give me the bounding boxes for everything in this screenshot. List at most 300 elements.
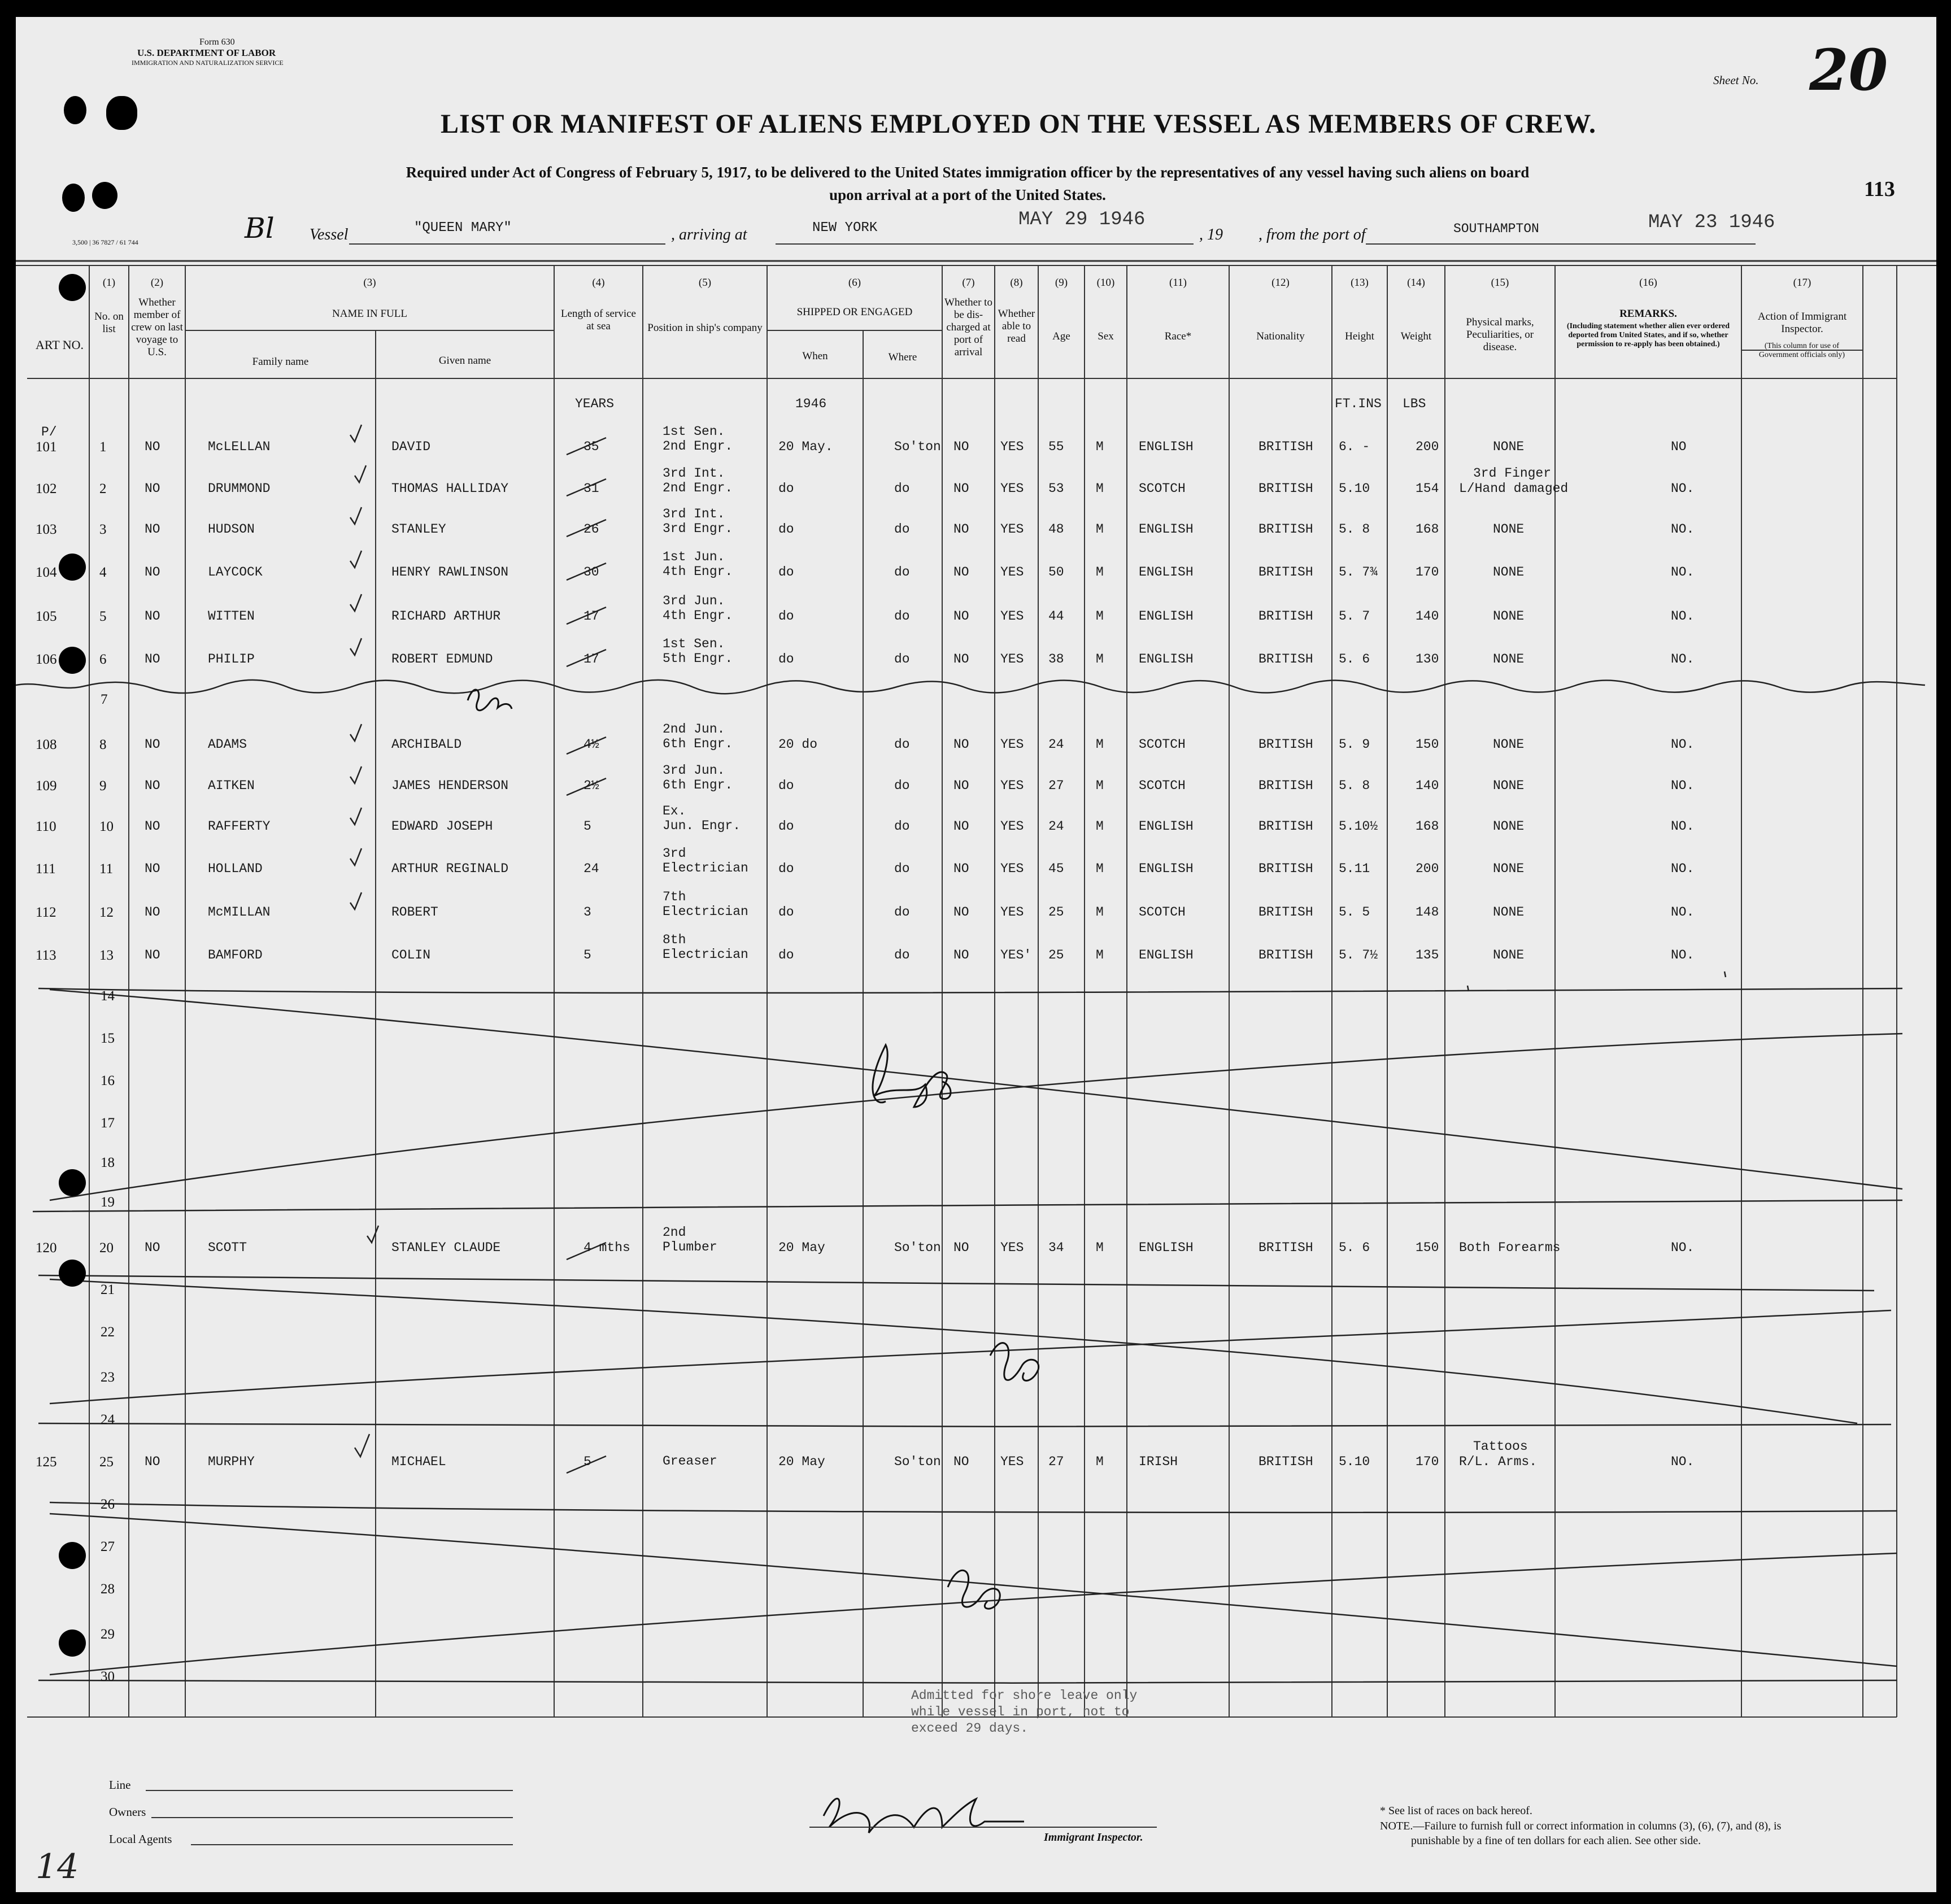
punch-hole — [59, 1629, 86, 1657]
cell-sex: M — [1096, 522, 1104, 537]
cell-read: YES — [1000, 905, 1024, 920]
cell-race: SCOTCH — [1139, 481, 1186, 496]
side-number: 113 — [1864, 177, 1895, 201]
cell-where: do — [894, 778, 910, 793]
cell-height: 5. 6 — [1339, 652, 1370, 666]
ink-smudge — [62, 184, 85, 212]
header-remarks-note: (Including statement whether alien ever ordered deported from United States, and if so, whether permission to re-apply has been obtained.) — [1566, 322, 1730, 348]
cell-no: 5 — [99, 609, 107, 624]
col-num: (9) — [1055, 277, 1068, 289]
cell-physical-2: NONE — [1493, 522, 1525, 537]
cell-family: RAFFERTY — [208, 819, 271, 834]
cell-physical-2: NONE — [1493, 948, 1525, 962]
cell-sex: M — [1096, 948, 1104, 962]
cell-age: 45 — [1048, 861, 1064, 876]
cell-service: 5 — [583, 1454, 591, 1469]
cell-sex: M — [1096, 439, 1104, 454]
cell-race: ENGLISH — [1139, 1240, 1194, 1255]
cell-position: Plumber — [663, 1240, 717, 1254]
punch-hole — [59, 1169, 86, 1196]
cell-position: 1st Sen. — [663, 637, 725, 651]
cell-read: YES — [1000, 1454, 1024, 1469]
cell-race: ENGLISH — [1139, 948, 1194, 962]
cell-remarks: NO. — [1671, 861, 1695, 876]
cell-weight: 170 — [1416, 1454, 1439, 1469]
cell-remarks: NO. — [1671, 819, 1695, 834]
cell-service: 17 — [583, 609, 599, 624]
cell-given: ARCHIBALD — [391, 737, 462, 752]
cell-family: LAYCOCK — [208, 565, 263, 580]
punch-hole — [59, 1260, 86, 1287]
header-remarks: REMARKS. — [1619, 308, 1677, 320]
cell-no: 8 — [99, 737, 107, 752]
blank-line-number: 29 — [101, 1627, 115, 1642]
cell-prev: NO — [145, 948, 160, 962]
cell-disch: NO — [953, 522, 969, 537]
cell-position: 3rd Jun. — [663, 594, 725, 608]
cell-physical-2: NONE — [1493, 905, 1525, 920]
cell-family: WITTEN — [208, 609, 255, 624]
cell-position: 5th Engr. — [663, 651, 733, 666]
unit-years: YEARS — [575, 397, 615, 411]
cell-age: 50 — [1048, 565, 1064, 580]
cell-height: 5.10 — [1339, 1454, 1370, 1469]
art-prefix: P/ — [41, 425, 57, 439]
cell-race: IRISH — [1139, 1454, 1178, 1469]
punch-hole — [59, 554, 86, 581]
cell-weight: 150 — [1416, 1240, 1439, 1255]
cell-age: 25 — [1048, 948, 1064, 962]
cell-read: YES — [1000, 439, 1024, 454]
cell-given: MICHAEL — [391, 1454, 446, 1469]
cell-position: 3rd Engr. — [663, 521, 733, 536]
cell-remarks: NO. — [1671, 948, 1695, 962]
cell-where: do — [894, 737, 910, 752]
cell-position: 4th Engr. — [663, 564, 733, 579]
blank-line-number: 26 — [101, 1497, 115, 1512]
col-num: (11) — [1169, 277, 1187, 289]
cell-weight: 135 — [1416, 948, 1439, 962]
header-able-to-read: Whether able to read — [998, 308, 1035, 345]
cell-no: 1 — [99, 439, 107, 455]
cell-no: 4 — [99, 565, 107, 580]
cell-given: ROBERT EDMUND — [391, 652, 493, 666]
sheet-number: 20 — [1809, 37, 1888, 103]
cell-given: JAMES HENDERSON — [391, 778, 509, 793]
cell-when: 20 May — [778, 1454, 825, 1469]
cell-read: YES — [1000, 481, 1024, 496]
header-weight: Weight — [1400, 330, 1432, 342]
cell-age: 38 — [1048, 652, 1064, 666]
col-num: (1) — [102, 277, 116, 289]
cell-position: 2nd Engr. — [663, 439, 733, 454]
cell-when: do — [778, 565, 794, 580]
punch-hole — [59, 647, 86, 674]
cell-no: 3 — [99, 522, 107, 537]
cell-family: HUDSON — [208, 522, 255, 537]
cell-family: AITKEN — [208, 778, 255, 793]
col-num: (5) — [698, 277, 712, 289]
cell-disch: NO — [953, 778, 969, 793]
subtitle-line-2: upon arrival at a port of the United States. — [829, 186, 1106, 203]
cell-weight: 150 — [1416, 737, 1439, 752]
cell-physical-2: NONE — [1493, 861, 1525, 876]
cell-sex: M — [1096, 861, 1104, 876]
cell-physical-2: Both Forearms — [1459, 1240, 1561, 1255]
header-sex: Sex — [1098, 330, 1114, 342]
cell-art: 101 — [36, 439, 57, 455]
cell-height: 5. 7½ — [1339, 948, 1378, 962]
cell-height: 5. 7 — [1339, 609, 1370, 624]
col-num: (17) — [1793, 277, 1811, 289]
arrival-date-stamp: MAY 29 1946 — [1018, 209, 1146, 230]
manifest-sheet — [16, 17, 1936, 1892]
cell-when: 20 May — [778, 1240, 825, 1255]
cell-position: 3rd Jun. — [663, 763, 725, 778]
cell-weight: 154 — [1416, 481, 1439, 496]
cell-family: PHILIP — [208, 652, 255, 666]
cell-service: 2½ — [583, 778, 599, 793]
cell-sex: M — [1096, 652, 1104, 666]
punch-hole — [59, 1542, 86, 1569]
cell-nat: BRITISH — [1258, 481, 1313, 496]
cell-given: STANLEY CLAUDE — [391, 1240, 501, 1255]
cell-height: 5.10 — [1339, 481, 1370, 496]
cell-race: ENGLISH — [1139, 609, 1194, 624]
cell-position: 3rd Int. — [663, 466, 725, 481]
ink-smudge — [106, 96, 137, 130]
cell-weight: 140 — [1416, 778, 1439, 793]
corner-mark: 14 — [36, 1847, 79, 1886]
cell-when: do — [778, 481, 794, 496]
cell-physical-2: NONE — [1493, 737, 1525, 752]
cell-no: 2 — [99, 481, 107, 496]
cell-art: 110 — [36, 819, 56, 834]
cell-art: 108 — [36, 737, 57, 752]
cell-prev: NO — [145, 481, 160, 496]
cell-remarks: NO. — [1671, 481, 1695, 496]
header-length-service: Length of service at sea — [561, 308, 636, 332]
cell-read: YES — [1000, 565, 1024, 580]
header-art-no: ART NO. — [35, 338, 84, 352]
cell-service: 5 — [583, 948, 591, 962]
col-num: (7) — [962, 277, 975, 289]
cell-physical-1: Tattoos — [1473, 1439, 1528, 1454]
header-action-note: (This column for use of Government officials only) — [1758, 342, 1845, 359]
cell-position: 3rd Int. — [663, 507, 725, 521]
ink-smudge — [64, 96, 86, 124]
cell-art: 104 — [36, 565, 57, 580]
departure-date-stamp: MAY 23 1946 — [1648, 212, 1775, 233]
cell-disch: NO — [953, 861, 969, 876]
cell-race: ENGLISH — [1139, 439, 1194, 454]
col-num: (14) — [1407, 277, 1425, 289]
cell-position: Electrician — [663, 904, 748, 919]
cell-disch: NO — [953, 439, 969, 454]
header-name-in-full: NAME IN FULL — [332, 308, 407, 320]
cell-service: 31 — [583, 481, 599, 496]
cell-age: 24 — [1048, 737, 1064, 752]
cell-physical-2: NONE — [1493, 565, 1525, 580]
vessel-mark: Bl — [245, 212, 275, 245]
blank-line-number: 16 — [101, 1073, 115, 1088]
col-num: (12) — [1271, 277, 1290, 289]
cell-position: 8th — [663, 933, 686, 947]
header-nationality: Nationality — [1256, 330, 1305, 342]
cell-disch: NO — [953, 948, 969, 962]
cell-weight: 200 — [1416, 861, 1439, 876]
cell-where: do — [894, 522, 910, 537]
col-num: (16) — [1639, 277, 1657, 289]
blank-line-number: 14 — [101, 988, 115, 1004]
blank-line-number: 15 — [101, 1031, 115, 1046]
departure-port: SOUTHAMPTON — [1453, 221, 1539, 236]
cell-remarks: NO. — [1671, 778, 1695, 793]
cell-art: 103 — [36, 522, 57, 537]
form-number: Form 630 — [199, 37, 235, 47]
cell-nat: BRITISH — [1258, 439, 1313, 454]
cell-no: 12 — [99, 905, 114, 920]
blank-line-number: 7 — [101, 692, 108, 707]
col-num: (2) — [150, 277, 164, 289]
cell-weight: 200 — [1416, 439, 1439, 454]
print-code: 3,500 | 36 7827 / 61 744 — [72, 238, 138, 246]
cell-prev: NO — [145, 737, 160, 752]
cell-physical-2: NONE — [1493, 819, 1525, 834]
cell-prev: NO — [145, 522, 160, 537]
cell-family: McLELLAN — [208, 439, 271, 454]
cell-where: do — [894, 652, 910, 666]
cell-prev: NO — [145, 609, 160, 624]
cell-sex: M — [1096, 819, 1104, 834]
cell-age: 27 — [1048, 778, 1064, 793]
inspector-label: Immigrant Inspector. — [1044, 1831, 1143, 1844]
cell-disch: NO — [953, 565, 969, 580]
cell-service: 35 — [583, 439, 599, 454]
fine-note-line-2: punishable by a fine of ten dollars for each alien. See other side. — [1411, 1835, 1701, 1847]
cell-position: 6th Engr. — [663, 778, 733, 792]
cell-position: Electrician — [663, 861, 748, 875]
cell-no: 25 — [99, 1454, 114, 1470]
cell-art: 112 — [36, 905, 56, 920]
blank-line-number: 23 — [101, 1370, 115, 1385]
vessel-label: Vessel — [310, 226, 349, 243]
cell-position: Ex. — [663, 804, 686, 818]
cell-position: 1st Jun. — [663, 550, 725, 564]
cell-service: 17 — [583, 652, 599, 666]
cell-sex: M — [1096, 905, 1104, 920]
cell-race: SCOTCH — [1139, 737, 1186, 752]
cell-sex: M — [1096, 609, 1104, 624]
cell-art: 113 — [36, 948, 56, 963]
blank-line-number: 30 — [101, 1669, 115, 1684]
admitted-note — [911, 1688, 1137, 1737]
cell-prev: NO — [145, 565, 160, 580]
cell-sex: M — [1096, 1240, 1104, 1255]
cell-weight: 140 — [1416, 609, 1439, 624]
cell-weight: 168 — [1416, 819, 1439, 834]
cell-service: 26 — [583, 522, 599, 537]
header-no-on-list: No. on list — [94, 311, 124, 335]
unit-weight: LBS — [1403, 397, 1426, 411]
cell-where: do — [894, 905, 910, 920]
cell-prev: NO — [145, 1454, 160, 1469]
cell-given: RICHARD ARTHUR — [391, 609, 501, 624]
cell-disch: NO — [953, 609, 969, 624]
cell-disch: NO — [953, 737, 969, 752]
cell-age: 48 — [1048, 522, 1064, 537]
cell-weight: 148 — [1416, 905, 1439, 920]
cell-art: 125 — [36, 1454, 57, 1470]
ink-smudge — [92, 182, 117, 209]
cell-height: 5.10½ — [1339, 819, 1378, 834]
cell-weight: 170 — [1416, 565, 1439, 580]
cell-remarks: NO. — [1671, 565, 1695, 580]
cell-where: So'ton — [894, 439, 941, 454]
cell-given: ROBERT — [391, 905, 438, 920]
cell-given: STANLEY — [391, 522, 446, 537]
cell-race: SCOTCH — [1139, 905, 1186, 920]
cell-no: 11 — [99, 861, 114, 877]
blank-line-number: 19 — [101, 1195, 115, 1210]
cell-race: ENGLISH — [1139, 819, 1194, 834]
blank-line-number: 18 — [101, 1155, 115, 1170]
cell-no: 10 — [99, 819, 114, 834]
cell-height: 5. 7¾ — [1339, 565, 1378, 580]
cell-disch: NO — [953, 905, 969, 920]
cell-position: 2nd — [663, 1225, 686, 1240]
cell-sex: M — [1096, 1454, 1104, 1469]
cell-position: 1st Sen. — [663, 424, 725, 439]
cell-race: ENGLISH — [1139, 565, 1194, 580]
cell-physical-2: NONE — [1493, 778, 1525, 793]
cell-height: 5. 6 — [1339, 1240, 1370, 1255]
cell-given: ARTHUR REGINALD — [391, 861, 509, 876]
races-note: * See list of races on back hereof. — [1380, 1805, 1532, 1817]
footer-owners-label: Owners — [109, 1805, 146, 1819]
unit-height: FT.INS — [1335, 397, 1382, 411]
cell-position: 2nd Jun. — [663, 722, 725, 737]
blank-line-number: 28 — [101, 1581, 115, 1597]
cell-read: YES — [1000, 1240, 1024, 1255]
cell-given: COLIN — [391, 948, 431, 962]
cell-where: So'ton — [894, 1454, 941, 1469]
cell-when: do — [778, 819, 794, 834]
col-num: (6) — [848, 277, 861, 289]
cell-family: SCOTT — [208, 1240, 247, 1255]
cell-art: 105 — [36, 609, 57, 624]
cell-remarks: NO. — [1671, 609, 1695, 624]
cell-service: 3 — [583, 905, 591, 920]
cell-when: 20 do — [778, 737, 818, 752]
cell-when: do — [778, 905, 794, 920]
header-physical-marks: Physical marks, Peculiarities, or disease. — [1466, 316, 1534, 353]
cell-when: do — [778, 522, 794, 537]
cell-when: 20 May. — [778, 439, 833, 454]
cell-art: 111 — [36, 861, 56, 877]
footer-agents-label: Local Agents — [109, 1832, 172, 1846]
header-position: Position in ship's company — [647, 322, 763, 334]
cell-where: So'ton — [894, 1240, 941, 1255]
cell-no: 20 — [99, 1240, 114, 1256]
cell-position: 7th — [663, 890, 686, 904]
cell-remarks: NO. — [1671, 652, 1695, 666]
cell-height: 5. 5 — [1339, 905, 1370, 920]
cell-height: 5. 9 — [1339, 737, 1370, 752]
cell-position: Jun. Engr. — [663, 818, 741, 833]
cell-no: 13 — [99, 948, 114, 963]
cell-sex: M — [1096, 565, 1104, 580]
col-num: (4) — [592, 277, 605, 289]
header-age: Age — [1052, 330, 1070, 342]
cell-where: do — [894, 819, 910, 834]
cell-prev: NO — [145, 1240, 160, 1255]
cell-age: 27 — [1048, 1454, 1064, 1469]
blank-line-number: 22 — [101, 1324, 115, 1340]
cell-when: do — [778, 861, 794, 876]
header-whether-member: Whether member of crew on last voyage to U.S. — [131, 297, 183, 358]
from-port-label: , from the port of — [1258, 226, 1366, 243]
cell-read: YES — [1000, 609, 1024, 624]
cell-given: HENRY RAWLINSON — [391, 565, 509, 580]
cell-nat: BRITISH — [1258, 1240, 1313, 1255]
cell-position: 3rd — [663, 846, 686, 861]
cell-weight: 130 — [1416, 652, 1439, 666]
cell-height: 6. - — [1339, 439, 1370, 454]
cell-nat: BRITISH — [1258, 948, 1313, 962]
cell-read: YES — [1000, 819, 1024, 834]
cell-physical-2: NONE — [1493, 609, 1525, 624]
cell-remarks: NO. — [1671, 737, 1695, 752]
header-shipped: SHIPPED OR ENGAGED — [796, 306, 913, 318]
page-title: LIST OR MANIFEST OF ALIENS EMPLOYED ON THE VESSEL AS MEMBERS OF CREW. — [441, 109, 1596, 139]
cell-prev: NO — [145, 652, 160, 666]
cell-race: ENGLISH — [1139, 522, 1194, 537]
cell-position: Greaser — [663, 1454, 717, 1469]
blank-line-number: 21 — [101, 1282, 115, 1297]
col-num: (3) — [363, 277, 376, 289]
cell-sex: M — [1096, 737, 1104, 752]
cell-age: 25 — [1048, 905, 1064, 920]
cell-age: 24 — [1048, 819, 1064, 834]
cell-disch: NO — [953, 481, 969, 496]
cell-read: YES' — [1000, 948, 1032, 962]
cell-age: 55 — [1048, 439, 1064, 454]
cell-prev: NO — [145, 778, 160, 793]
fine-note-line-1: NOTE.—Failure to furnish full or correct information in columns (3), (6), (7), and (8), is — [1380, 1820, 1782, 1832]
cell-disch: NO — [953, 1240, 969, 1255]
cell-no: 9 — [99, 778, 107, 794]
cell-prev: NO — [145, 861, 160, 876]
cell-art: 109 — [36, 778, 57, 794]
sheet-label: Sheet No. — [1713, 73, 1759, 87]
cell-prev: NO — [145, 905, 160, 920]
cell-given: THOMAS HALLIDAY — [391, 481, 509, 496]
cell-disch: NO — [953, 1454, 969, 1469]
cell-nat: BRITISH — [1258, 905, 1313, 920]
cell-age: 44 — [1048, 609, 1064, 624]
admitted-note-line: exceed 29 days. — [911, 1721, 1029, 1736]
cell-nat: BRITISH — [1258, 609, 1313, 624]
cell-position: Electrician — [663, 947, 748, 962]
cell-nat: BRITISH — [1258, 522, 1313, 537]
cell-height: 5. 8 — [1339, 522, 1370, 537]
cell-nat: BRITISH — [1258, 652, 1313, 666]
service-name: IMMIGRATION AND NATURALIZATION SERVICE — [132, 59, 284, 67]
cell-nat: BRITISH — [1258, 819, 1313, 834]
col-num: (13) — [1351, 277, 1369, 289]
cell-read: YES — [1000, 652, 1024, 666]
